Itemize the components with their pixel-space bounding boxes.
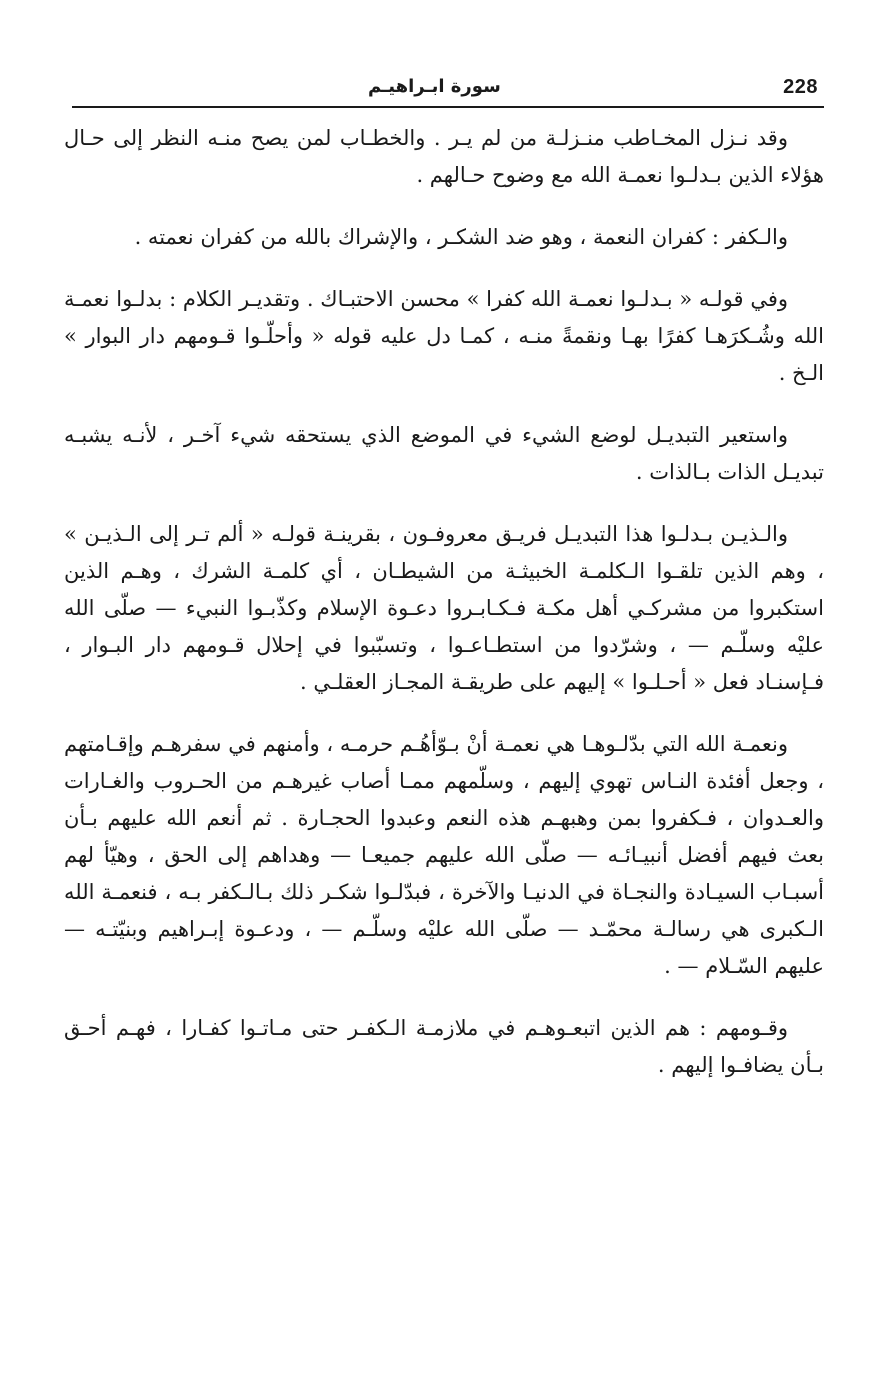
page-body [64,120,824,1109]
page-header [72,70,824,108]
paragraph-2: والـكفر : كفران النعمة ، وهو ضد الشكـر ، والإشراك بالله من كفران نعمته . [134,225,788,249]
paragraph-4: واستعير التبديـل لوضع الشيء في الموضع الذي يستحقه شيء آخـر ، لأنـه يشبـه تبديـل الذات بـالذات . [64,423,824,484]
paragraph-5: والـذيـن بـدلـوا هذا التبديـل فريـق معروفـون ، بقرينـة قولـه « ألم تـر إلى الـذيـن » ، وهم الذين تلقـوا الـكلمـة الخبيثـة من الشيطـان ، أي كلمـة الشرك ، وهـم الذين استكبروا من مشركـي أهل مكـة فـكـابـروا دعـوة الإسلام وكذّبـوا النبيء — صلّى الله عليْه وسلّـم — ، وشرّدوا من استطـاعـوا ، وتسبّبوا في إحلال قـومهم دار البـوار ، فـإسنـاد فعل « أحـلـوا » إليهم على طريقـة المجـاز العقلـي . [64,522,824,694]
surah-title: سورة ابـراهيـم [368,76,501,97]
page-number: 228 [783,76,818,98]
header-rule [72,106,824,108]
paragraph-7: وقـومهم : هم الذين اتبعـوهـم في ملازمـة الـكفـر حتى مـاتـوا كفـارا ، فهـم أحـق بـأن يضافـوا إليهم . [64,1016,824,1077]
paragraph-3: وفي قولـه « بـدلـوا نعمـة الله كفرا » محسن الاحتبـاك . وتقديـر الكلام : بدلـوا نعمـة الله وشُـكرَهـا كفرًا بهـا ونقمةً منـه ، كمـا دل عليه قوله « وأحلّـوا قـومهم دار البوار » الـخ . [64,287,824,385]
paragraph-6: ونعمـة الله التي بدّلـوهـا هي نعمـة أنْ بـوّأهُـم حرمـه ، وأمنهم في سفرهـم وإقـامتهم ، وجعل أفئدة النـاس تهوي إليهم ، وسلّمهم ممـا أصاب غيرهـم من الحـروب والغـارات والعـدوان ، فـكفروا بمن وهبهـم هذه النعم وعبدوا الحجـارة . ثم أنعم الله عليهم بـأن بعث فيهم أفضل أنبيـائـه — صلّى الله عليهم جميعـا — وهداهم إلى الحق ، وهيّأ لهم أسبـاب السيـادة والنجـاة في الدنيـا والآخرة ، فبدّلـوا شكـر ذلك بـالـكفر بـه ، فنعمـة الله الـكبرى هي رسالـة محمّـد — صلّى الله عليْه وسلّـم — ، ودعـوة إبـراهيم وبنيّتـه — عليهم السّـلام — . [64,732,824,978]
paragraph-1: وقد نـزل المخـاطب منـزلـة من لم يـر . والخطـاب لمن يصح منـه النظر إلى حـال هؤلاء الذين بـدلـوا نعمـة الله مع وضوح حـالهم . [64,126,824,187]
